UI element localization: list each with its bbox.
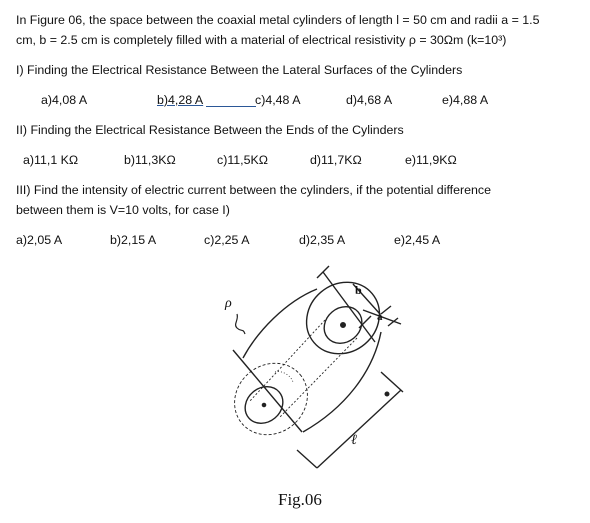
- problem-intro-line2: cm, b = 2.5 cm is completely filled with a material of electrical resistivity ρ = 30Ωm (k=10³): [16, 33, 507, 47]
- part2-option-d: d)11,7KΩ: [310, 153, 362, 167]
- radius-b-marker: [317, 266, 375, 342]
- length-l-marker: [297, 372, 403, 468]
- part3-option-e: e)2,45 A: [394, 233, 441, 247]
- part1-underline: [206, 106, 256, 107]
- problem-intro-line1: In Figure 06, the space between the coaxial metal cylinders of length l = 50 cm and radii a = 1.5: [16, 13, 540, 27]
- figure-label-b: b: [355, 283, 362, 297]
- part1-title: I) Finding the Electrical Resistance Between the Lateral Surfaces of the Cylinders: [16, 63, 463, 77]
- part1-option-b: b)4,28 A: [157, 93, 204, 107]
- part1-option-c: c)4,48 A: [255, 93, 301, 107]
- part3-option-d: d)2,35 A: [299, 233, 346, 247]
- part3-option-b: b)2,15 A: [110, 233, 157, 247]
- part1-option-e: e)4,88 A: [442, 93, 489, 107]
- figure-label-rho: ρ: [225, 296, 232, 311]
- figure-label-l: ℓ: [351, 433, 357, 448]
- part2-option-a: a)11,1 KΩ: [23, 153, 79, 167]
- part1-option-a: a)4,08 A: [41, 93, 88, 107]
- part2-option-c: c)11,5KΩ: [217, 153, 269, 167]
- coaxial-cylinder-figure: [205, 262, 425, 472]
- part2-option-e: e)11,9KΩ: [405, 153, 457, 167]
- outer-cylinder: [220, 268, 394, 450]
- figure-caption: Fig.06: [278, 490, 322, 509]
- part2-option-b: b)11,3KΩ: [124, 153, 176, 167]
- part3-option-c: c)2,25 A: [204, 233, 250, 247]
- inner-cylinder: [238, 299, 369, 431]
- part3-title-line1: III) Find the intensity of electric current between the cylinders, if the potential difference: [16, 183, 491, 197]
- part3-option-a: a)2,05 A: [16, 233, 63, 247]
- part1-option-d: d)4,68 A: [346, 93, 393, 107]
- part3-title-line2: between them is V=10 volts, for case I): [16, 203, 230, 217]
- part2-title: II) Finding the Electrical Resistance Between the Ends of the Cylinders: [16, 123, 404, 137]
- figure-label-a: a: [377, 311, 383, 323]
- rho-pointer: [236, 314, 245, 334]
